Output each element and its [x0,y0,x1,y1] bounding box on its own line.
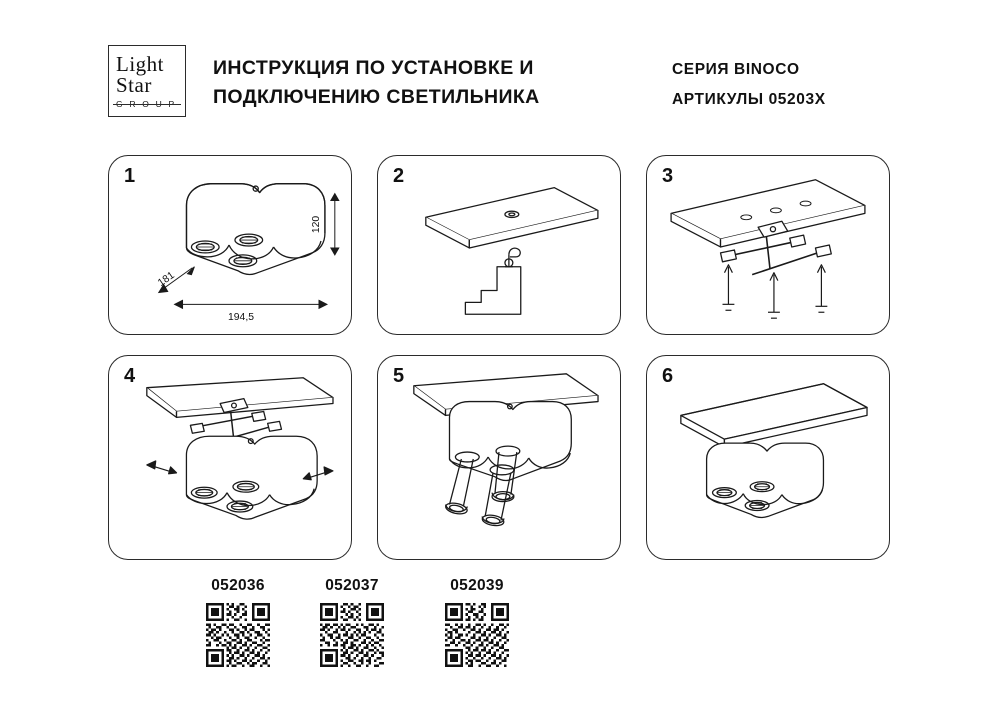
code-group-2 [302,577,402,667]
step-number-6: 6 [662,365,674,387]
step-panel-3 [646,155,890,335]
code-label-3: 052039 [450,577,504,594]
step-number-4: 4 [124,365,136,387]
logo-divider [113,104,181,105]
dim-depth: 181 [156,270,177,289]
dim-width: 194,5 [228,312,254,324]
step-panel-5 [377,355,621,560]
step-number-3: 3 [662,165,674,187]
step-panel-4 [108,355,352,560]
step-1-illustration [109,156,351,334]
step-panel-1 [108,155,352,335]
step-number-5: 5 [393,365,405,387]
step-6-illustration [647,356,889,559]
step-panel-6 [646,355,890,560]
logo-line-1: Light [116,51,164,76]
step-3-illustration [647,156,889,334]
code-group-1 [188,577,288,667]
series-label: СЕРИЯ BINOCO [672,61,800,78]
code-label-1: 052036 [211,577,265,594]
step-number-1: 1 [124,165,136,187]
qr-code-2 [320,603,384,667]
page-title [213,54,613,112]
step-5-illustration [378,356,620,559]
article-label: АРТИКУЛЫ 05203X [672,91,826,108]
step-2-illustration [378,156,620,334]
page-title-line-2: ПОДКЛЮЧЕНИЮ СВЕТИЛЬНИКА [213,86,540,108]
step-panel-2 [377,155,621,335]
code-label-2: 052037 [325,577,379,594]
dim-height: 120 [311,215,322,234]
logo-line-2: Star [116,72,152,97]
step-4-illustration [109,356,351,559]
brand-logo [108,45,186,117]
qr-code-3 [445,603,509,667]
product-meta [672,55,972,115]
qr-code-1 [206,603,270,667]
code-group-3 [427,577,527,667]
page-title-line-1: ИНСТРУКЦИЯ ПО УСТАНОВКЕ И [213,57,534,79]
step-number-2: 2 [393,165,405,187]
